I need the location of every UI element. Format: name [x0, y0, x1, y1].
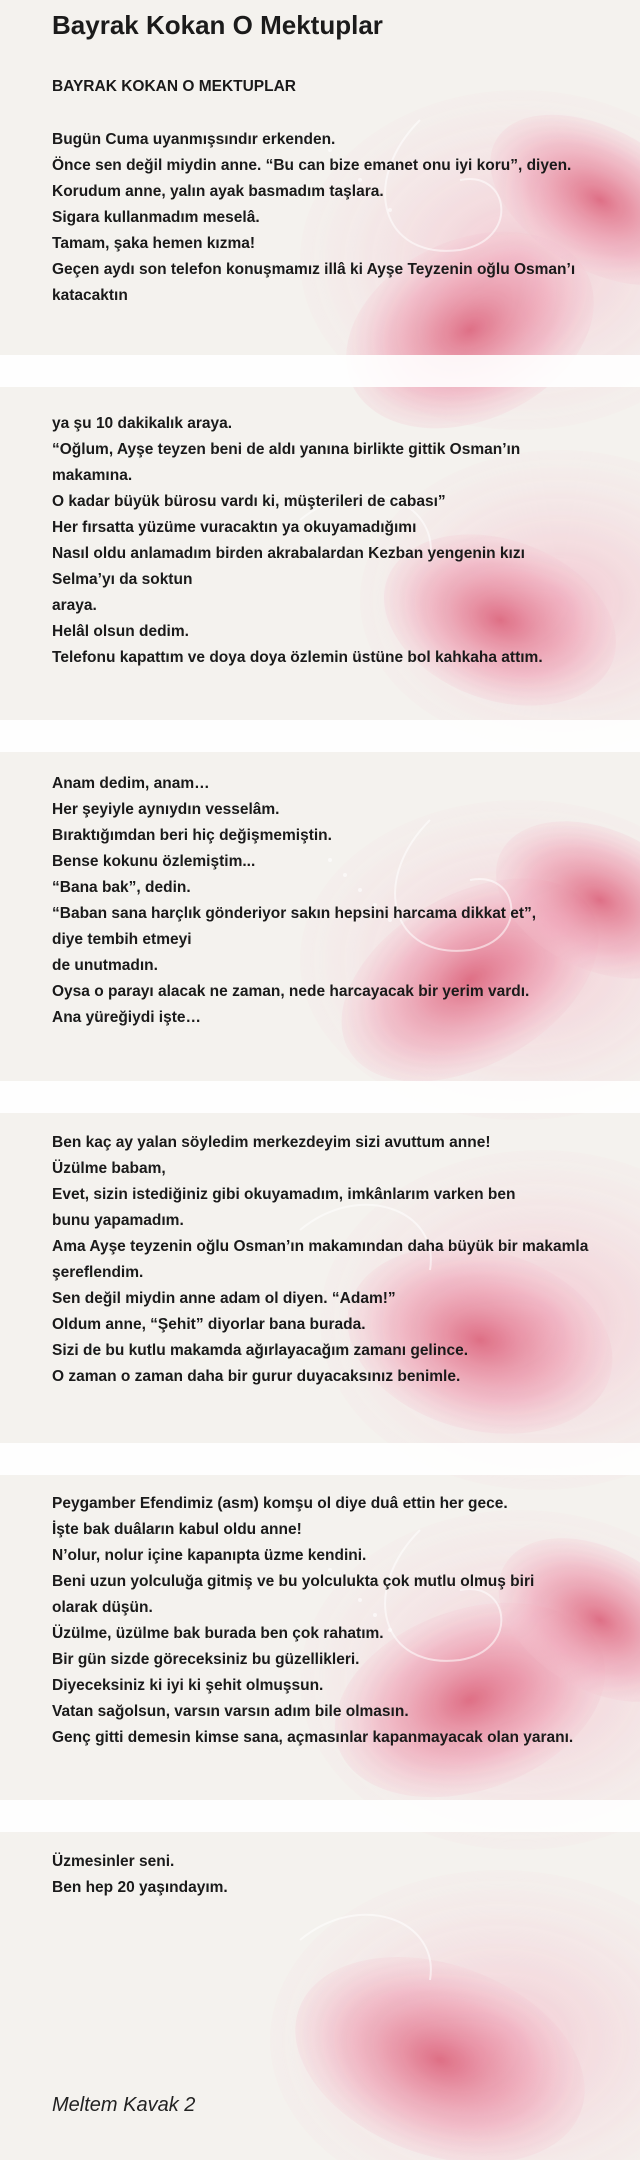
poem-line: Diyeceksiniz ki iyi ki şehit olmuşsun. [52, 1677, 324, 1694]
poem-line: Ama Ayşe teyzenin oğlu Osman’ın makamından daha büyük bir makamla [52, 1238, 589, 1255]
poem-heading: BAYRAK KOKAN O MEKTUPLAR [52, 78, 296, 95]
poem-line: Anam dedim, anam… [52, 775, 210, 792]
poem-line: Nasıl oldu anlamadım birden akrabalardan Kezban yengenin kızı [52, 545, 525, 562]
stanza-1 [52, 127, 622, 309]
poem-line: İşte bak duâların kabul oldu anne! [52, 1521, 302, 1538]
page-title: Bayrak Kokan O Mektuplar [52, 10, 383, 40]
poem-line: Bugün Cuma uyanmışsındır erkenden. [52, 131, 336, 148]
author-signature: Meltem Kavak 2 [52, 2094, 196, 2116]
poem-line: Her fırsatta yüzüme vuracaktın ya okuyamadığımı [52, 519, 417, 536]
poem-line: Ben hep 20 yaşındayım. [52, 1879, 228, 1896]
poem-line: O zaman o zaman daha bir gurur duyacaksınız benimle. [52, 1368, 461, 1385]
poem-line: “Bana bak”, dedin. [52, 879, 191, 896]
poem-line: Oysa o parayı alacak ne zaman, nede harcayacak bir yerim vardı. [52, 983, 530, 1000]
poem-line: Sigara kullanmadım meselâ. [52, 209, 260, 226]
stanza-6 [52, 1849, 622, 1901]
poem-line: Sen değil miydin anne adam ol diyen. “Adam!” [52, 1290, 396, 1307]
poem-line: Peygamber Efendimiz (asm) komşu ol diye duâ ettin her gece. [52, 1495, 508, 1512]
poem-line: Üzülme babam, [52, 1160, 166, 1177]
poem-line: O kadar büyük bürosu vardı ki, müşterileri de cabası” [52, 493, 446, 510]
poem-line: Vatan sağolsun, varsın varsın adım bile olmasın. [52, 1703, 409, 1720]
poem-line: Sizi de bu kutlu makamda ağırlayacağım zamanı gelince. [52, 1342, 469, 1359]
poem-line: “Oğlum, Ayşe teyzen beni de aldı yanına birlikte gittik Osman’ın [52, 441, 521, 458]
poem-line: Evet, sizin istediğiniz gibi okuyamadım, imkânlarım varken ben [52, 1186, 516, 1203]
poem-line: N’olur, nolur içine kapanıpta üzme kendini. [52, 1547, 367, 1564]
stanza-5 [52, 1491, 622, 1751]
stanza-3 [52, 771, 622, 1031]
poem-line: Üzülme, üzülme bak burada ben çok rahatım. [52, 1625, 384, 1642]
poem-line: Beni uzun yolculuğa gitmiş ve bu yolculukta çok mutlu olmuş biri [52, 1573, 535, 1590]
poem-line: şereflendim. [52, 1264, 144, 1281]
poem-line: bunu yapamadım. [52, 1212, 184, 1229]
poem-line: Geçen aydı son telefon konuşmamız illâ ki Ayşe Teyzenin oğlu Osman’ı [52, 261, 576, 278]
poem-line: “Baban sana harçlık gönderiyor sakın hepsini harcama dikkat et”, [52, 905, 537, 922]
poem-line: Her şeyiyle aynıydın vesselâm. [52, 801, 280, 818]
poem-line: Bense kokunu özlemiştim... [52, 853, 256, 870]
poem-line: Ana yüreğiydi işte… [52, 1009, 202, 1026]
poem-line: Helâl olsun dedim. [52, 623, 189, 640]
poem-line: de unutmadın. [52, 957, 158, 974]
poem-line: katacaktın [52, 287, 128, 304]
poem-line: Oldum anne, “Şehit” diyorlar bana burada. [52, 1316, 366, 1333]
poem-line: Üzmesinler seni. [52, 1853, 175, 1870]
poem-line: olarak düşün. [52, 1599, 153, 1616]
poem-line: Korudum anne, yalın ayak basmadım taşlara. [52, 183, 384, 200]
poem-line: Tamam, şaka hemen kızma! [52, 235, 256, 252]
poem-line: araya. [52, 597, 97, 614]
stanza-4 [52, 1130, 622, 1390]
poem-line: ya şu 10 dakikalık araya. [52, 415, 233, 432]
poem-line: Selma’yı da soktun [52, 571, 193, 588]
poem-line: Önce sen değil miydin anne. “Bu can bize emanet onu iyi koru”, diyen. [52, 157, 572, 174]
poem-line: Telefonu kapattım ve doya doya özlemin üstüne bol kahkaha attım. [52, 649, 543, 666]
poem-line: diye tembih etmeyi [52, 931, 192, 948]
poem-line: Bir gün sizde göreceksiniz bu güzellikleri. [52, 1651, 360, 1668]
poem-line: Bıraktığımdan beri hiç değişmemiştin. [52, 827, 332, 844]
poem-line: Genç gitti demesin kimse sana, açmasınlar kapanmayacak olan yaranı. [52, 1729, 574, 1746]
poem-line: makamına. [52, 467, 133, 484]
stanza-2 [52, 411, 622, 671]
poem-line: Ben kaç ay yalan söyledim merkezdeyim sizi avuttum anne! [52, 1134, 491, 1151]
